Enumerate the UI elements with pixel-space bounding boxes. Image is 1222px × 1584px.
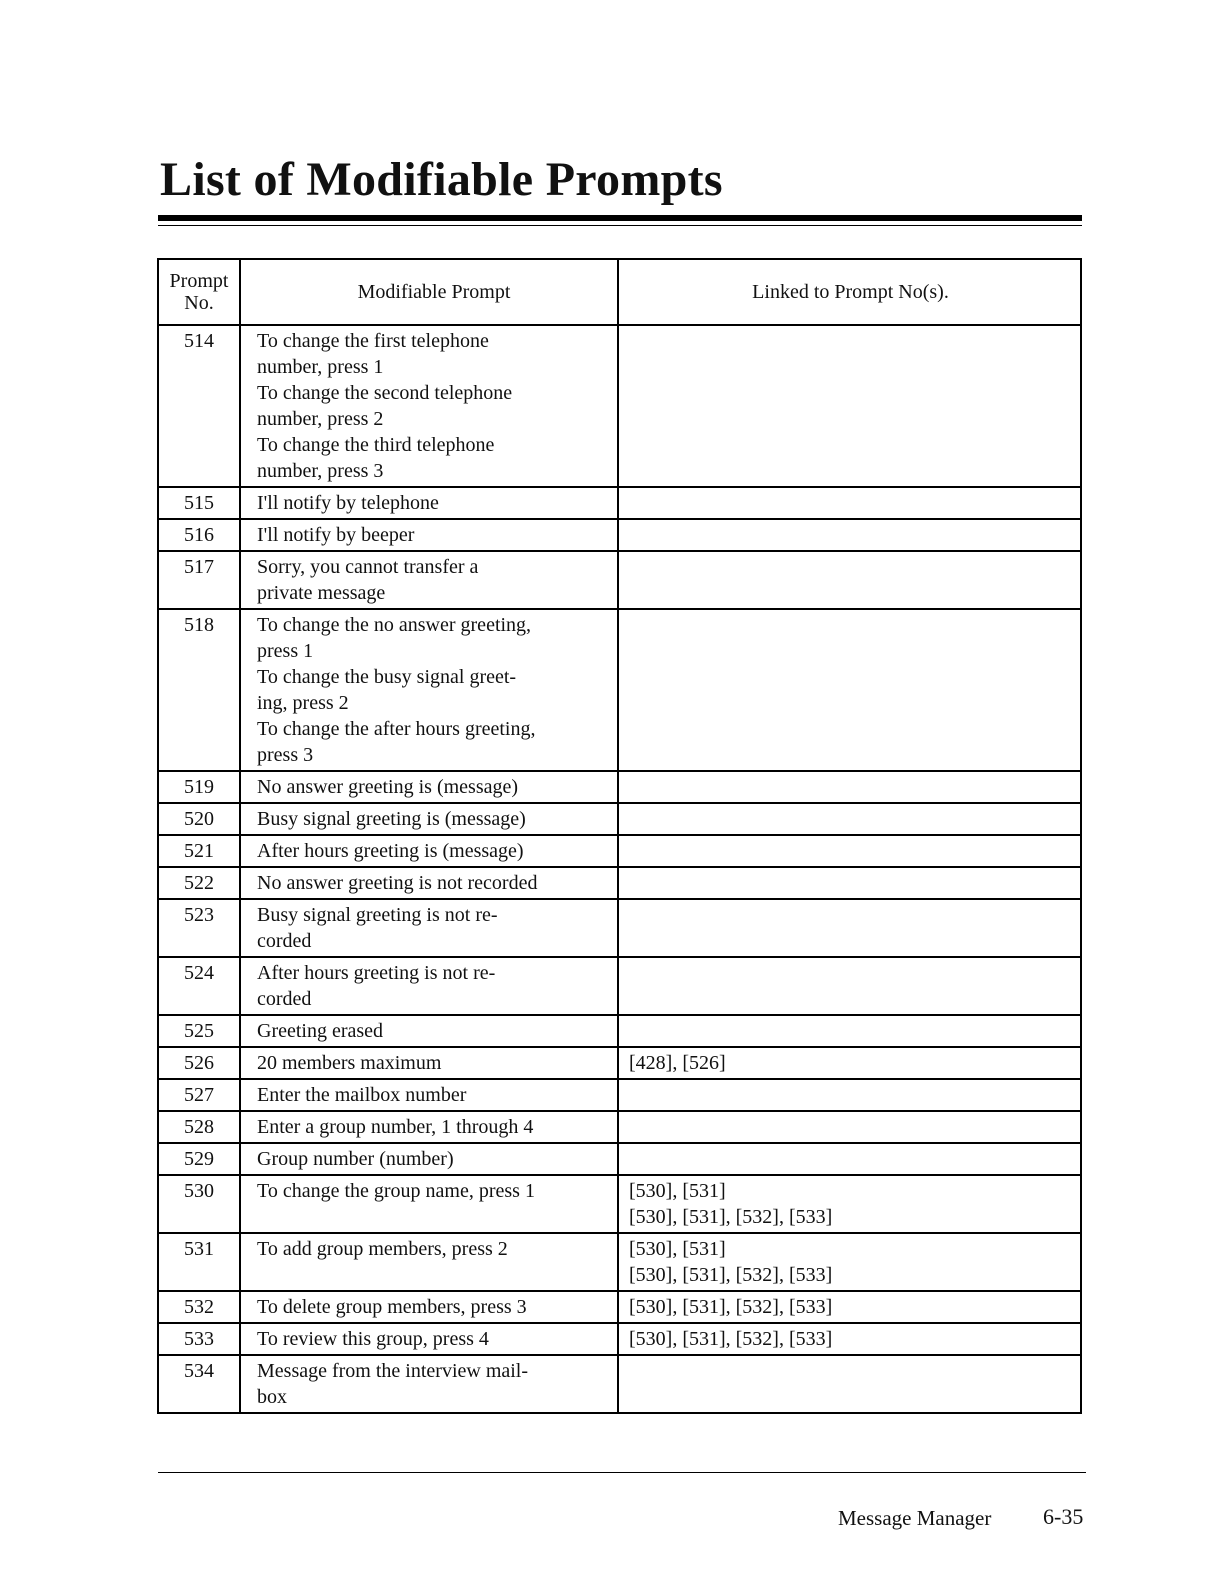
prompt-number: 514 [158, 325, 240, 487]
prompt-text-line: To delete group members, press 3 [257, 1296, 527, 1318]
header-prompt-no-line1: Prompt [169, 270, 229, 292]
table-row [158, 1111, 1081, 1143]
table-row [158, 325, 1081, 487]
prompt-text-line: Group number (number) [257, 1148, 454, 1170]
prompt-number: 531 [158, 1233, 240, 1291]
prompt-text [240, 551, 618, 609]
linked-prompts [618, 1015, 1081, 1047]
footer-section-name: Message Manager [838, 1506, 992, 1530]
prompt-number: 520 [158, 803, 240, 835]
linked-prompts [618, 1355, 1081, 1413]
linked-prompts [618, 1291, 1081, 1323]
table-row [158, 899, 1081, 957]
prompt-text-line: To review this group, press 4 [257, 1328, 489, 1350]
table-row [158, 1291, 1081, 1323]
prompt-text-line: After hours greeting is (message) [257, 840, 524, 862]
table-row [158, 551, 1081, 609]
prompt-text-line: ing, press 2 [257, 692, 349, 714]
linked-prompts [618, 1047, 1081, 1079]
prompt-text [240, 1323, 618, 1355]
table-row [158, 835, 1081, 867]
footer-rule [158, 1472, 1086, 1473]
linked-prompts [618, 1143, 1081, 1175]
title-rule-thick [158, 215, 1082, 221]
prompt-text-line: After hours greeting is not re- [257, 962, 496, 984]
prompt-text [240, 487, 618, 519]
prompt-text [240, 1291, 618, 1323]
prompt-number: 528 [158, 1111, 240, 1143]
linked-prompts [618, 1175, 1081, 1233]
prompt-text-line: number, press 1 [257, 356, 384, 378]
linked-prompts [618, 325, 1081, 487]
prompt-text [240, 1175, 618, 1233]
prompt-number: 516 [158, 519, 240, 551]
title-rule-thin [158, 225, 1082, 226]
prompt-text-line: Enter a group number, 1 through 4 [257, 1116, 534, 1138]
linked-prompts-line: [530], [531], [532], [533] [629, 1296, 833, 1318]
table-row [158, 1143, 1081, 1175]
prompt-text-line: To change the busy signal greet- [257, 666, 517, 688]
prompt-text-line: number, press 3 [257, 460, 384, 482]
prompt-number: 523 [158, 899, 240, 957]
table-row [158, 1355, 1081, 1413]
linked-prompts [618, 551, 1081, 609]
prompt-text-line: Busy signal greeting is (message) [257, 808, 526, 830]
prompt-text-line: To add group members, press 2 [257, 1238, 508, 1260]
table-row [158, 519, 1081, 551]
prompt-text-line: number, press 2 [257, 408, 384, 430]
prompt-number: 530 [158, 1175, 240, 1233]
header-prompt-no [158, 259, 240, 325]
prompt-text [240, 1047, 618, 1079]
table-row [158, 1323, 1081, 1355]
table-header-row [158, 259, 1081, 325]
prompt-text [240, 519, 618, 551]
table-row [158, 1079, 1081, 1111]
prompt-number: 518 [158, 609, 240, 771]
prompt-number: 519 [158, 771, 240, 803]
table-row [158, 487, 1081, 519]
prompt-text [240, 325, 618, 487]
prompt-number: 526 [158, 1047, 240, 1079]
prompt-text-line: press 3 [257, 744, 314, 766]
linked-prompts [618, 771, 1081, 803]
table-row [158, 803, 1081, 835]
prompt-number: 524 [158, 957, 240, 1015]
linked-prompts [618, 1233, 1081, 1291]
prompt-text-line: Busy signal greeting is not re- [257, 904, 498, 926]
prompt-text-line: corded [257, 930, 312, 952]
prompt-number: 534 [158, 1355, 240, 1413]
prompt-text-line: private message [257, 582, 386, 604]
prompt-text-line: Sorry, you cannot transfer a [257, 556, 479, 578]
prompt-text [240, 957, 618, 1015]
prompt-number: 527 [158, 1079, 240, 1111]
prompt-text-line: box [257, 1386, 287, 1408]
prompt-text-line: To change the after hours greeting, [257, 718, 536, 740]
linked-prompts-line: [530], [531], [532], [533] [629, 1264, 833, 1286]
linked-prompts [618, 1079, 1081, 1111]
linked-prompts [618, 487, 1081, 519]
prompt-text-line: To change the group name, press 1 [257, 1180, 535, 1202]
table-row [158, 1175, 1081, 1233]
table-row [158, 1233, 1081, 1291]
linked-prompts [618, 609, 1081, 771]
prompt-text-line: 20 members maximum [257, 1052, 442, 1074]
prompt-text-line: To change the no answer greeting, [257, 614, 532, 636]
prompt-text-line: Enter the mailbox number [257, 1084, 467, 1106]
prompt-number: 529 [158, 1143, 240, 1175]
prompts-table [157, 258, 1082, 1414]
prompt-text [240, 609, 618, 771]
table-row [158, 1015, 1081, 1047]
prompt-text-line: Greeting erased [257, 1020, 384, 1042]
prompt-text [240, 835, 618, 867]
prompt-text [240, 899, 618, 957]
prompt-number: 533 [158, 1323, 240, 1355]
prompt-text-line: To change the second telephone [257, 382, 513, 404]
prompt-text-line: press 1 [257, 640, 314, 662]
linked-prompts-line: [428], [526] [629, 1052, 726, 1074]
prompt-text [240, 771, 618, 803]
table-body [158, 325, 1081, 1413]
linked-prompts [618, 519, 1081, 551]
prompt-number: 515 [158, 487, 240, 519]
linked-prompts-line: [530], [531], [532], [533] [629, 1206, 833, 1228]
linked-prompts [618, 1323, 1081, 1355]
prompt-text-line: Message from the interview mail- [257, 1360, 529, 1382]
linked-prompts-line: [530], [531], [532], [533] [629, 1328, 833, 1350]
prompt-number: 521 [158, 835, 240, 867]
prompt-text-line: I'll notify by beeper [257, 524, 415, 546]
prompt-number: 522 [158, 867, 240, 899]
prompt-text-line: corded [257, 988, 312, 1010]
prompt-number: 532 [158, 1291, 240, 1323]
table-row [158, 609, 1081, 771]
linked-prompts [618, 867, 1081, 899]
prompt-text [240, 867, 618, 899]
prompt-text-line: To change the third telephone [257, 434, 495, 456]
prompt-number: 525 [158, 1015, 240, 1047]
table-row [158, 957, 1081, 1015]
page-title: List of Modifiable Prompts [160, 153, 723, 206]
linked-prompts-line: [530], [531] [629, 1180, 726, 1202]
header-prompt-no-line2: No. [184, 292, 214, 314]
prompt-number: 517 [158, 551, 240, 609]
prompt-text-line: I'll notify by telephone [257, 492, 439, 514]
table-row [158, 1047, 1081, 1079]
linked-prompts-line: [530], [531] [629, 1238, 726, 1260]
linked-prompts [618, 899, 1081, 957]
prompt-text-line: To change the first telephone [257, 330, 489, 352]
linked-prompts [618, 1111, 1081, 1143]
linked-prompts [618, 957, 1081, 1015]
prompt-text-line: No answer greeting is not recorded [257, 872, 538, 894]
prompt-text [240, 1111, 618, 1143]
footer-page-number: 6-35 [1043, 1504, 1084, 1529]
prompt-text [240, 803, 618, 835]
prompt-text [240, 1355, 618, 1413]
prompt-text [240, 1143, 618, 1175]
linked-prompts [618, 835, 1081, 867]
table-row [158, 867, 1081, 899]
header-modifiable-prompt: Modifiable Prompt [240, 259, 618, 325]
prompt-text [240, 1079, 618, 1111]
linked-prompts [618, 803, 1081, 835]
header-linked-prompts: Linked to Prompt No(s). [618, 259, 1081, 325]
prompt-text [240, 1015, 618, 1047]
table-row [158, 771, 1081, 803]
prompt-text-line: No answer greeting is (message) [257, 776, 519, 798]
prompt-text [240, 1233, 618, 1291]
